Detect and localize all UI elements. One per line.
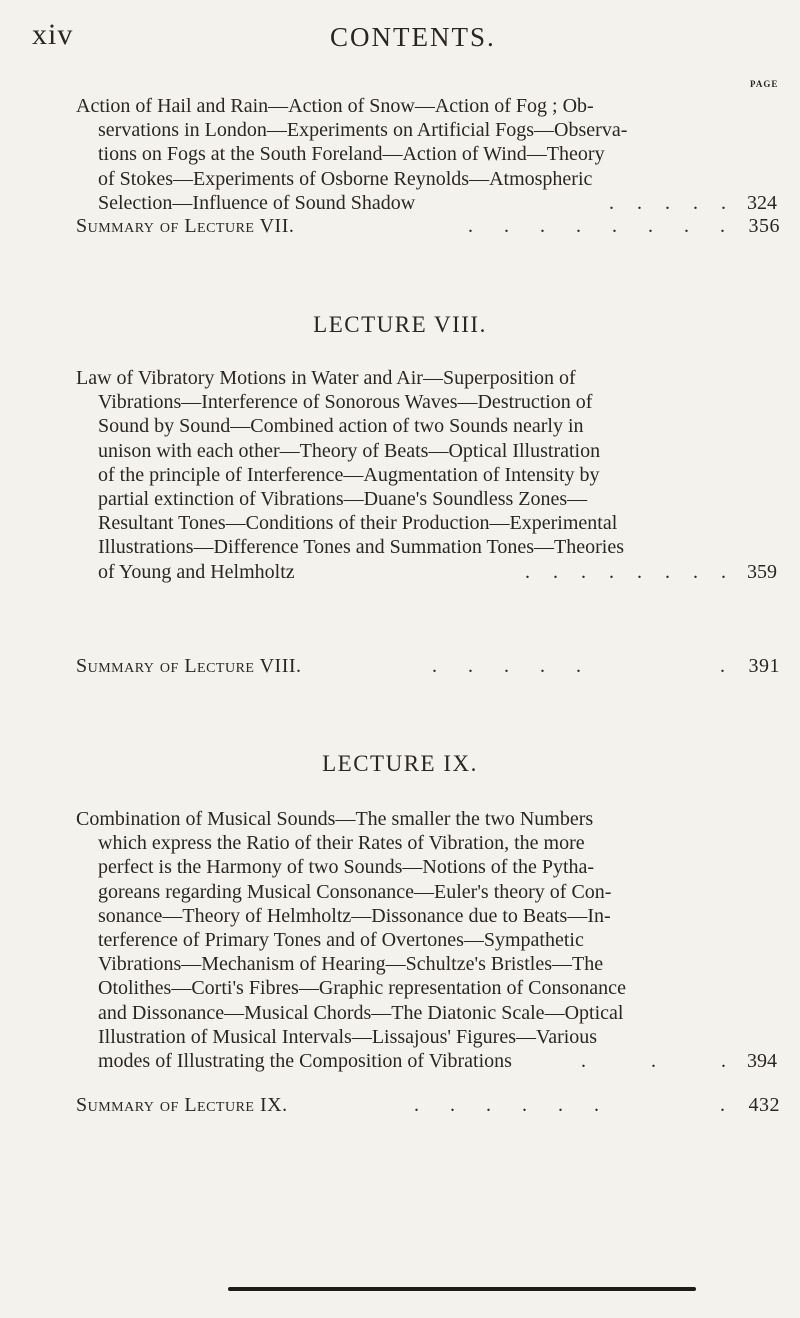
lecture-8-title: LECTURE VIII.: [313, 312, 487, 337]
synopsis-text: Selection—Influence of Sound Shadow: [98, 191, 416, 214]
synopsis-line: Illustrations—Difference Tones and Summation Tones—Theories: [98, 536, 624, 559]
synopsis-line: servations in London—Experiments on Artificial Fogs—Observa-: [98, 119, 628, 142]
synopsis-line: sonance—Theory of Helmholtz—Dissonance due to Beats—In-: [98, 904, 611, 927]
synopsis-last-line: [76, 1049, 777, 1073]
dot-leader: . . . . . . .: [414, 1094, 738, 1116]
synopsis-text: modes of Illustrating the Composition of Vibrations: [98, 1049, 512, 1072]
lecture9-synopsis: [76, 807, 780, 1073]
synopsis-line: Combination of Musical Sounds—The smaller the two Numbers: [76, 808, 594, 830]
lecture8-synopsis: [76, 366, 780, 584]
summary-lecture-7: [76, 215, 780, 241]
dot-leader: . . .: [581, 1049, 735, 1072]
synopsis-line: which express the Ratio of their Rates of Vibration, the more: [98, 832, 585, 855]
synopsis-line: Law of Vibratory Motions in Water and Air—Superposition of: [76, 367, 576, 389]
lecture7-synopsis: [76, 94, 780, 215]
synopsis-line: and Dissonance—Musical Chords—The Diatonic Scale—Optical: [98, 1001, 624, 1024]
running-title: CONTENTS.: [330, 22, 496, 52]
synopsis-line: partial extinction of Vibrations—Duane's Soundless Zones—: [98, 487, 588, 510]
synopsis-line: of Stokes—Experiments of Osborne Reynolds—Atmospheric: [98, 167, 593, 190]
page-ref: 324: [747, 191, 777, 214]
bottom-rule: [228, 1287, 696, 1291]
page-ref: 359: [747, 560, 777, 583]
page-ref: 394: [747, 1049, 777, 1072]
synopsis-line: of the principle of Interference—Augmentation of Intensity by: [98, 463, 600, 486]
synopsis-line: Resultant Tones—Conditions of their Production—Experimental: [98, 512, 618, 535]
page-ref: 356: [748, 215, 780, 237]
synopsis-line: tions on Fogs at the South Foreland—Action of Wind—Theory: [98, 143, 605, 166]
synopsis-line: unison with each other—Theory of Beats—Optical Illustration: [98, 439, 601, 462]
synopsis-line: perfect is the Harmony of two Sounds—Notions of the Pytha-: [98, 856, 595, 879]
synopsis-line: Otolithes—Corti's Fibres—Graphic representation of Consonance: [98, 977, 626, 1000]
page-ref: 391: [748, 655, 780, 677]
dot-leader: . . . . .: [609, 191, 735, 214]
summary-label: Summary of Lecture IX.: [76, 1094, 288, 1116]
summary-lecture-8: [76, 655, 780, 681]
synopsis-line: Illustration of Musical Intervals—Lissajous' Figures—Various: [98, 1025, 598, 1048]
page-ref: 432: [748, 1094, 780, 1116]
summary-label: Summary of Lecture VII.: [76, 215, 295, 237]
lecture-9-title: LECTURE IX.: [322, 751, 478, 776]
synopsis-last-line: [76, 560, 777, 584]
synopsis-line: Sound by Sound—Combined action of two Sounds nearly in: [98, 415, 584, 438]
page-number: xiv: [32, 18, 74, 51]
dot-leader: . . . . . . . .: [525, 560, 735, 583]
synopsis-line: goreans regarding Musical Consonance—Euler's theory of Con-: [98, 880, 612, 903]
synopsis-line: Action of Hail and Rain—Action of Snow—Action of Fog ; Ob-: [76, 95, 594, 117]
page-column-label: PAGE: [750, 79, 779, 89]
synopsis-line: Vibrations—Interference of Sonorous Waves—Destruction of: [98, 391, 593, 414]
dot-leader: . . . . . .: [432, 655, 738, 677]
dot-leader: . . . . . . . .: [468, 215, 738, 237]
synopsis-last-line: [76, 191, 777, 215]
synopsis-text: of Young and Helmholtz: [98, 560, 295, 583]
synopsis-line: Vibrations—Mechanism of Hearing—Schultze's Bristles—The: [98, 953, 604, 976]
summary-lecture-9: [76, 1094, 780, 1120]
synopsis-line: terference of Primary Tones and of Overtones—Sympathetic: [98, 928, 584, 951]
summary-label: Summary of Lecture VIII.: [76, 655, 302, 677]
